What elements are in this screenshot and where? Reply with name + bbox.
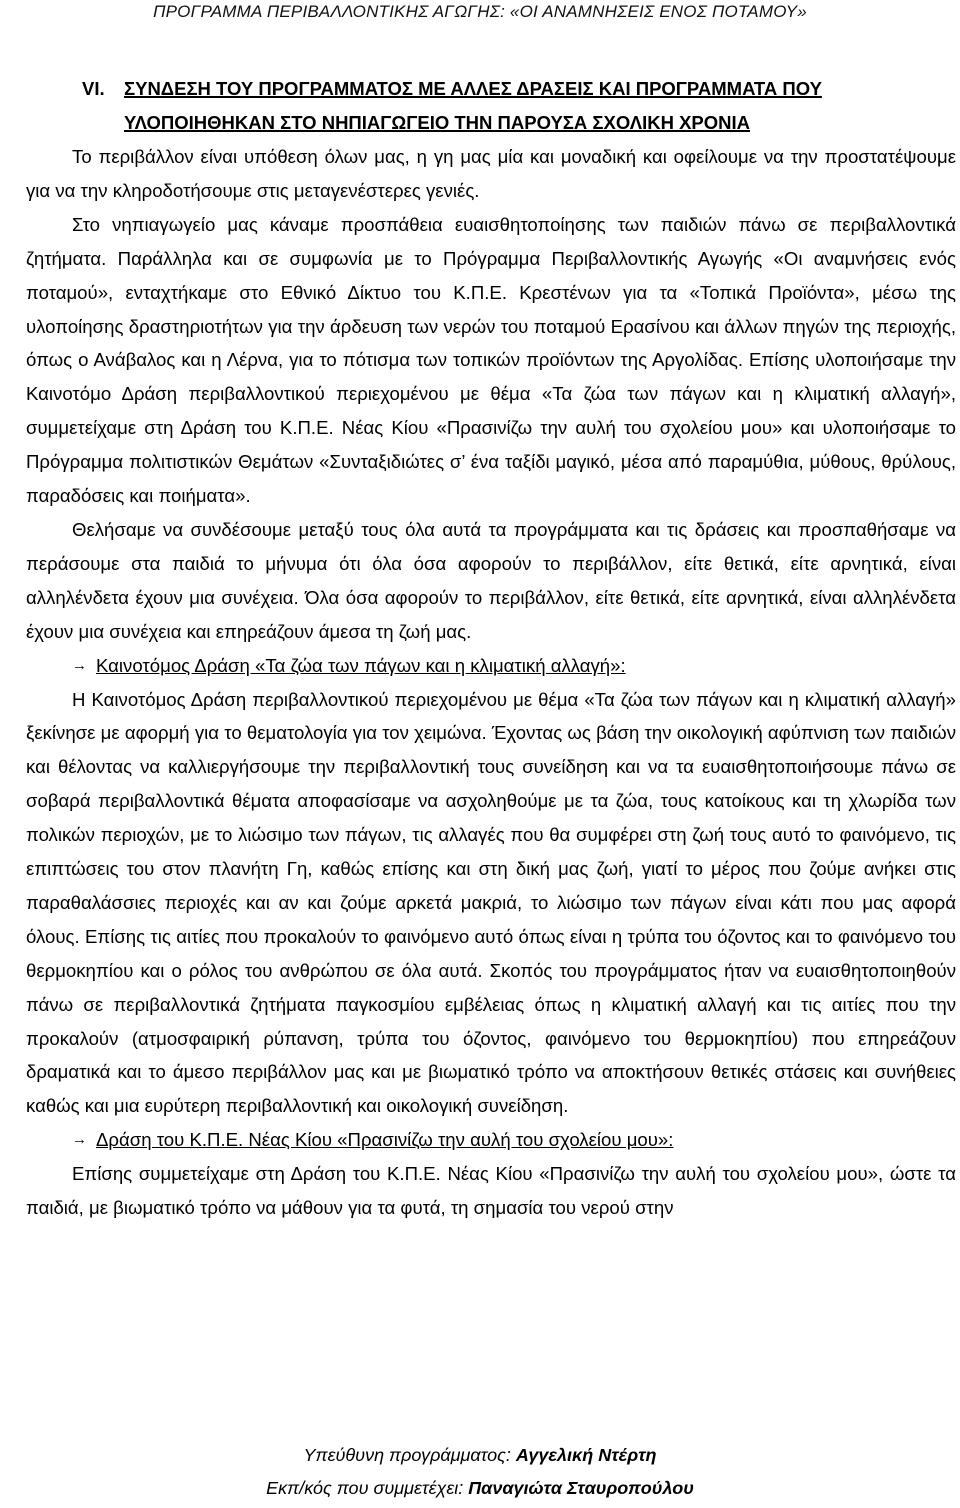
subheading-innovative-action xyxy=(26,649,956,683)
footer-participant-name: Παναγιώτα Σταυροπούλου xyxy=(468,1478,694,1498)
right-arrow-icon: → xyxy=(72,656,87,674)
right-arrow-icon: → xyxy=(72,1131,87,1149)
footer-responsible-label: Υπεύθυνη προγράμματος: xyxy=(303,1445,516,1465)
page-header: ΠΡΟΓΡΑΜΜΑ ΠΕΡΙΒΑΛΛΟΝΤΙΚΗΣ ΑΓΩΓΗΣ: «ΟΙ ΑΝΑΜΝΗΣΕΙΣ ΕΝΟΣ ΠΟΤΑΜΟΥ» xyxy=(153,2,807,21)
subheading-kpe-action xyxy=(26,1123,956,1157)
paragraph-programs: Στο νηπιαγωγείο μας κάναμε προσπάθεια ευαισθητοποίησης των παιδιών πάνω σε περιβαλλοντικά ζητήματα. Παράλληλα και σε συμφωνία με το Πρόγραμμα Περιβαλλοντικής Αγωγής «Οι αναμνήσεις ενός ποταμού», ενταχτήκαμε στο Εθνικό Δίκτυο του Κ.Π.Ε. Κρεστένων για τα «Τοπικά Προϊόντα», μέσω της υλοποίησης δραστηριοτήτων για την άρδευση των νερών του ποταμού Ερασίνου και άλλων πηγών της περιοχής, όπως ο Ανάβαλος και η Λέρνα, για το πότισμα των τοπικών προϊόντων της Αργολίδας. Επίσης υλοποιήσαμε την Καινοτόμο Δράση περιβαλλοντικού περιεχομένου με θέμα «Τα ζώα των πάγων και η κλιματική αλλαγή», συμμετείχαμε στη Δράση του Κ.Π.Ε. Νέας Κίου «Πρασινίζω την αυλή του σχολείου μου» και υλοποιήσαμε το Πρόγραμμα πολιτιστικών Θεμάτων «Συνταξιδιώτες σ’ ένα ταξίδι μαγικό, μέσα από παραμύθια, μύθους, θρύλους, παραδόσεις και ποιήματα». xyxy=(26,213,956,507)
paragraph-innovative-action: Η Καινοτόμος Δράση περιβαλλοντικού περιεχομένου με θέμα «Τα ζώα των πάγων και η κλιματική αλλαγή» ξεκίνησε με αφορμή για το θεματολογία για τον χειμώνα. Έχοντας ως βάση την οικολογική αφύπνιση των παιδιών και θέλοντας να καλλιεργήσουμε την περιβαλλοντική τους συνείδηση και να τα ευαισθητοποιήσουμε πάνω σε σοβαρά περιβαλλοντικά θέματα αποφασίσαμε να ασχοληθούμε με τα ζώα, τους κατοίκους και τη χλωρίδα των πολικών περιοχών, με το λιώσιμο των πάγων, τις αλλαγές που θα συμφέρει στη ζωή τους αυτό το φαινόμενο, τις επιπτώσεις του στον πλανήτη Γη, καθώς επίσης και στη δική μας ζωή, γιατί το μέρος που ζούμε ανήκει στις παραθαλάσσιες περιοχές και αν και ζούμε αρκετά μακριά, το λιώσιμο των πάγων είναι κάτι που μας αφορά όλους. Επίσης τις αιτίες που προκαλούν το φαινόμενο αυτό όπως είναι η τρύπα του όζοντος και το φαινόμενο του θερμοκηπίου και ο ρόλος του ανθρώπου σε όλα αυτά. Σκοπός του προγράμματος ήταν να ευαισθητοποιηθούν πάνω σε περιβαλλοντικά ζητήματα παγκοσμίου εμβέλειας όπως η κλιματική αλλαγή και τις αιτίες που την προκαλούν (ατμοσφαιρική ρύπανση, τρύπα του όζοντος, φαινόμενο του θερμοκηπίου) που επηρεάζουν δραματικά και το άμεσο περιβάλλον μας και με βιωματικό τρόπο να αποκτήσουν θετικές στάσεις και συνήθειες καθώς και μια ευρύτερη περιβαλλοντική και οικολογική συνείδηση. xyxy=(26,688,956,1117)
section-title: ΣΥΝΔΕΣΗ ΤΟΥ ΠΡΟΓΡΑΜΜΑΤΟΣ ΜΕ ΑΛΛΕΣ ΔΡΑΣΕΙΣ ΚΑΙ ΠΡΟΓΡΑΜΜΑΤΑ ΠΟΥ ΥΛΟΠΟΙΗΘΗΚΑΝ ΣΤΟ ΝΗΠΙΑΓΩΓΕΙΟ ΤΗΝ ΠΑΡΟΥΣΑ ΣΧΟΛΙΚΗ ΧΡΟΝΙΑ xyxy=(124,78,822,133)
footer-responsible-name: Αγγελική Ντέρτη xyxy=(515,1445,657,1465)
paragraph-kpe-action: Επίσης συμμετείχαμε στη Δράση του Κ.Π.Ε. Νέας Κίου «Πρασινίζω την αυλή του σχολείου μου», ώστε τα παιδιά, με βιωματικό τρόπο να μάθουν για τα φυτά, τη σημασία του νερού στην xyxy=(26,1163,956,1219)
footer-responsible xyxy=(0,1445,960,1466)
section-number: VI. xyxy=(82,78,105,99)
footer-participant-label: Εκπ/κός που συμμετέχει: xyxy=(266,1478,469,1498)
subheading-kpe-action-title: Δράση του Κ.Π.Ε. Νέας Κίου «Πρασινίζω την αυλή του σχολείου μου»: xyxy=(96,1129,674,1151)
document-body xyxy=(26,140,956,1225)
section-heading xyxy=(74,72,954,139)
paragraph-connection: Θελήσαμε να συνδέσουμε μεταξύ τους όλα αυτά τα προγράμματα και τις δράσεις και προσπαθήσαμε να περάσουμε στα παιδιά το μήνυμα ότι όλα όσα αφορούν το περιβάλλον, είτε θετικά, είτε αρνητικά, είναι αλληλένδετα έχουν μια συνέχεια. Όλα όσα αφορούν το περιβάλλον, είτε θετικά, είτε αρνητικά, είναι αλληλένδετα έχουν μια συνέχεια και επηρεάζουν άμεσα τη ζωή μας. xyxy=(26,518,956,642)
footer-participant xyxy=(0,1478,960,1499)
subheading-innovative-action-title: Καινοτόμος Δράση «Τα ζώα των πάγων και η κλιματική αλλαγή»: xyxy=(96,654,626,676)
paragraph-intro: Το περιβάλλον είναι υπόθεση όλων μας, η γη μας μία και μοναδική και οφείλουμε να την προστατέψουμε για να την κληροδοτήσουμε στις μεταγενέστερες γενιές. xyxy=(26,146,956,201)
